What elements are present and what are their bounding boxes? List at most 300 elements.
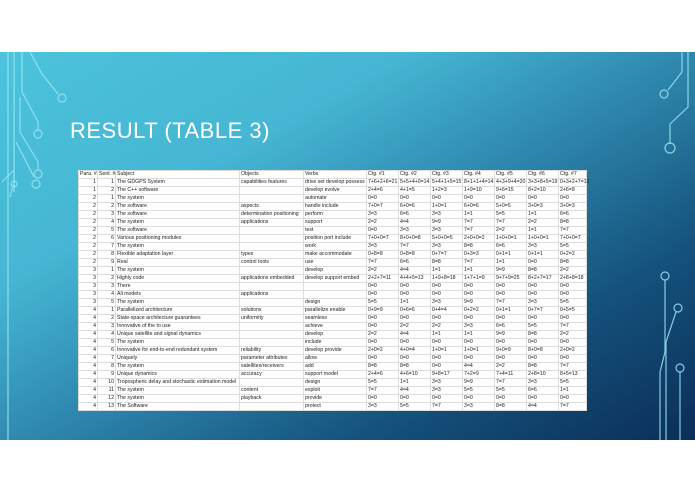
table-cell: 6=6 xyxy=(399,211,431,219)
table-cell: 2 xyxy=(79,203,98,211)
table-cell: 6=6 xyxy=(527,387,559,395)
table-cell: 9=9 xyxy=(495,267,527,275)
table-cell: The system xyxy=(116,339,240,347)
table-cell: 8=8 xyxy=(367,363,399,371)
table-cell xyxy=(240,187,304,195)
table-cell: 5=5 xyxy=(367,299,399,307)
table-cell: The system xyxy=(116,219,240,227)
table-cell: 0=0 xyxy=(527,395,559,403)
table-row xyxy=(79,323,587,331)
table-cell: 7=7 xyxy=(495,379,527,387)
table-cell: 8+1+1+4=14 xyxy=(464,179,494,185)
table-cell: 4+0=4 xyxy=(399,347,431,355)
table-cell: 6 xyxy=(98,347,116,355)
table-cell: Highly code xyxy=(116,275,240,283)
table-cell: 0=0 xyxy=(527,315,559,323)
table-cell: 8=8 xyxy=(495,403,527,411)
table-row xyxy=(79,339,587,347)
table-cell: 3 xyxy=(79,299,98,307)
table-cell: seamless xyxy=(304,315,367,323)
table-cell: 8+5=13 xyxy=(559,371,587,379)
table-cell: 0=0 xyxy=(399,283,431,291)
table-cell: 0+9=9 xyxy=(367,307,399,315)
table-cell: 6+0=6 xyxy=(463,203,495,211)
table-cell: 0+2=2 xyxy=(559,251,587,259)
table-cell: 0=0 xyxy=(527,291,559,299)
table-cell: 0=0 xyxy=(399,291,431,299)
table-cell: 2+8+8=18 xyxy=(559,275,587,283)
table-cell: The C++ software xyxy=(116,187,240,195)
table-cell: 7=7 xyxy=(431,403,463,411)
table-cell: 7=7 xyxy=(399,243,431,251)
table-row xyxy=(79,219,587,227)
table-cell: parallelize enable xyxy=(304,307,367,315)
table-cell: 0=0 xyxy=(463,395,495,403)
table-cell: develop evolve xyxy=(304,187,367,195)
table-cell: include xyxy=(304,339,367,347)
table-cell: 0=0 xyxy=(559,339,587,347)
table-cell: 6 xyxy=(98,235,116,243)
table-cell: 0=0 xyxy=(431,195,463,203)
table-cell: design xyxy=(304,299,367,307)
table-cell: reliability xyxy=(240,347,304,355)
table-cell: 5 xyxy=(98,227,116,235)
table-cell: 3=3 xyxy=(527,299,559,307)
table-row xyxy=(79,331,587,339)
table-cell: 3=3 xyxy=(527,243,559,251)
table-cell: 1 xyxy=(98,195,116,203)
table-cell: 2+4=6 xyxy=(367,371,399,379)
table-cell: 2 xyxy=(79,251,98,259)
table-cell: 1+0=1 xyxy=(431,347,463,355)
column-header: Subject xyxy=(116,171,240,179)
table-cell: Innovative of the to use xyxy=(116,323,240,331)
table-cell: 4 xyxy=(79,403,98,411)
table-cell: 5=5 xyxy=(527,323,559,331)
table-row xyxy=(79,243,587,251)
table-cell: 0=0 xyxy=(431,363,463,371)
table-cell: 1=1 xyxy=(431,331,463,339)
table-cell: 2+0+0=2 xyxy=(463,235,495,243)
table-cell: 4 xyxy=(79,395,98,403)
slide-title: RESULT (TABLE 3) xyxy=(70,118,270,143)
table-cell xyxy=(240,299,304,307)
table-cell: 2 xyxy=(98,275,116,283)
table-cell: 3 xyxy=(79,267,98,275)
table-cell: 0=0 xyxy=(399,315,431,323)
table-cell: 0=0 xyxy=(431,395,463,403)
table-cell: Flexible adaptation layer xyxy=(116,251,240,259)
table-cell: 0+1=1 xyxy=(527,251,559,259)
table-cell: 0+8=8 xyxy=(399,251,431,259)
table-cell: 7=7 xyxy=(559,403,587,411)
table-cell: 0=0 xyxy=(495,339,527,347)
table-cell: 8+2+7=17 xyxy=(527,275,559,283)
table-cell: 0=0 xyxy=(367,227,399,235)
table-cell xyxy=(240,235,304,243)
table-cell: design xyxy=(304,379,367,387)
column-header: Ctg. #2 xyxy=(399,171,431,179)
table-row xyxy=(79,195,587,203)
table-cell: The system xyxy=(116,195,240,203)
table-cell: State-space architecture guarantees xyxy=(116,315,240,323)
table-cell: 11 xyxy=(98,387,116,395)
table-cell: The system xyxy=(116,387,240,395)
table-cell: 3=3 xyxy=(527,379,559,387)
table-cell: handle include xyxy=(304,203,367,211)
table-cell: develop provide xyxy=(304,347,367,355)
table-cell: support xyxy=(304,219,367,227)
table-cell: 5=5 xyxy=(495,387,527,395)
table-cell: 0=0 xyxy=(559,315,587,323)
table-cell: control tools xyxy=(240,259,304,267)
table-cell: 0+4=4 xyxy=(431,307,463,315)
table-cell: 0=0 xyxy=(559,283,587,291)
table-cell: 5+5+4+0=14 xyxy=(400,179,430,185)
column-header: Ctg. #5 xyxy=(495,171,527,179)
table-cell: 0=0 xyxy=(367,315,399,323)
table-cell: 1+2=3 xyxy=(431,187,463,195)
table-row xyxy=(79,299,587,307)
table-cell: allow xyxy=(304,355,367,363)
table-cell: 4+6=10 xyxy=(399,371,431,379)
table-cell: playback xyxy=(240,395,304,403)
table-cell: 7=7 xyxy=(463,227,495,235)
table-cell: 3+3+8+5=19 xyxy=(528,179,558,185)
table-row xyxy=(79,307,587,315)
table-cell: 10 xyxy=(98,379,116,387)
table-cell: 0=0 xyxy=(367,195,399,203)
table-cell: 0=0 xyxy=(527,259,559,267)
table-cell xyxy=(240,331,304,339)
table-cell: 0=0 xyxy=(559,195,587,203)
table-cell: 1=1 xyxy=(463,211,495,219)
table-cell: 7=7 xyxy=(463,219,495,227)
table-cell: 1=1 xyxy=(463,267,495,275)
table-cell: 8=8 xyxy=(559,219,587,227)
table-cell: develop support embed xyxy=(304,275,367,283)
table-cell: 2=2 xyxy=(527,219,559,227)
table-row xyxy=(79,211,587,219)
table-cell: parameter attributes xyxy=(240,355,304,363)
table-cell: 3=3 xyxy=(463,323,495,331)
table-cell: support model xyxy=(304,371,367,379)
table-header-row xyxy=(79,171,587,179)
table-cell: 2+0=2 xyxy=(367,347,399,355)
table-cell: develop xyxy=(304,331,367,339)
table-cell xyxy=(240,403,304,411)
table-cell: The system xyxy=(116,363,240,371)
table-cell: Real xyxy=(116,259,240,267)
table-cell: 2=2 xyxy=(559,267,587,275)
table-cell: 0+1=1 xyxy=(495,307,527,315)
table-cell: 0=0 xyxy=(463,339,495,347)
table-cell: 4 xyxy=(79,315,98,323)
table-cell: 0=0 xyxy=(463,283,495,291)
table-cell: 0=0 xyxy=(399,355,431,363)
table-cell: 3=3 xyxy=(399,227,431,235)
table-cell: satellites/receivers xyxy=(240,363,304,371)
table-cell: 0=0 xyxy=(431,339,463,347)
table-cell: 4 xyxy=(79,339,98,347)
table-cell: 2 xyxy=(79,219,98,227)
table-cell: 5=5 xyxy=(559,243,587,251)
slide xyxy=(0,52,695,440)
table-cell: 8=8 xyxy=(527,267,559,275)
table-cell: capabilities features xyxy=(240,179,304,187)
table-cell: solutions xyxy=(240,307,304,315)
table-cell: 5=5 xyxy=(495,211,527,219)
table-row xyxy=(79,187,587,195)
table-cell: 0+8=8 xyxy=(367,251,399,259)
table-cell: 0=0 xyxy=(527,283,559,291)
table-cell: 4=4 xyxy=(399,387,431,395)
table-cell: 8=8 xyxy=(463,243,495,251)
table-cell: 3 xyxy=(79,283,98,291)
table-row xyxy=(79,355,587,363)
table-cell: 2=2 xyxy=(399,323,431,331)
table-cell: position port include xyxy=(304,235,367,243)
table-cell: 4+1=5 xyxy=(399,187,431,195)
table-cell: applications xyxy=(240,291,304,299)
column-header: Para. # xyxy=(80,171,97,177)
table-cell: 5=5 xyxy=(559,299,587,307)
table-cell: 8 xyxy=(98,363,116,371)
table-cell: 0=0 xyxy=(367,323,399,331)
table-cell: 3+0=3 xyxy=(559,203,587,211)
table-cell: 8 xyxy=(98,251,116,259)
table-cell: applications xyxy=(240,219,304,227)
table-cell: The Software xyxy=(116,403,240,411)
table-cell: 4 xyxy=(79,371,98,379)
result-table xyxy=(78,170,590,411)
table-cell: 7 xyxy=(98,355,116,363)
table-cell: 3=3 xyxy=(431,299,463,307)
table-cell: 1=1 xyxy=(463,331,495,339)
table-cell: The system xyxy=(116,267,240,275)
table-row xyxy=(79,403,587,411)
table-cell: 7=7 xyxy=(495,299,527,307)
table-row xyxy=(79,259,587,267)
table-cell: 2=2 xyxy=(495,227,527,235)
table-cell: 0=0 xyxy=(495,195,527,203)
table-cell: 4=4 xyxy=(527,403,559,411)
table-cell: 0+7=7 xyxy=(431,251,463,259)
table-cell: work xyxy=(304,243,367,251)
table-cell: 1=1 xyxy=(527,211,559,219)
table-cell: 0=0 xyxy=(495,283,527,291)
table-cell: 7=7 xyxy=(463,259,495,267)
table-cell: 8=8 xyxy=(399,363,431,371)
table-cell: determination positioning xyxy=(240,211,304,219)
table-cell: 7+6+2+6=21 xyxy=(368,179,398,185)
table-cell: 3=3 xyxy=(367,211,399,219)
table-cell: 0=0 xyxy=(463,195,495,203)
table-cell: add xyxy=(304,363,367,371)
table-cell: 1=1 xyxy=(527,227,559,235)
table-cell: 9=9 xyxy=(495,331,527,339)
table-cell: protect xyxy=(304,403,367,411)
table-row xyxy=(79,275,587,283)
table-cell: 0=0 xyxy=(431,315,463,323)
table-cell xyxy=(240,323,304,331)
table-cell: provide xyxy=(304,395,367,403)
table-cell: 5+0+0=5 xyxy=(431,235,463,243)
table-cell: 1=1 xyxy=(559,387,587,395)
table-cell: 7+2=9 xyxy=(463,371,495,379)
table-cell: 7=7 xyxy=(367,259,399,267)
table-cell: Tropospheric delay and stochastic estimation model xyxy=(116,379,240,387)
table-cell: test xyxy=(304,227,367,235)
table-cell: Unique satellite and signal dynamics xyxy=(116,331,240,339)
table-cell: 0=0 xyxy=(559,291,587,299)
table-row xyxy=(79,379,587,387)
table-cell: 1 xyxy=(98,267,116,275)
table-cell: Innovative for end-to-end redundant system xyxy=(116,347,240,355)
table-cell: 5=5 xyxy=(559,379,587,387)
table-cell xyxy=(240,379,304,387)
table-cell: 3=3 xyxy=(431,387,463,395)
table-cell: 0=0 xyxy=(463,291,495,299)
table-row xyxy=(79,235,587,243)
table-cell: types xyxy=(240,251,304,259)
table-cell xyxy=(240,243,304,251)
table-cell: 1 xyxy=(98,179,116,187)
table-cell: 5 xyxy=(98,339,116,347)
table-cell: 5+4+1+5=15 xyxy=(432,179,462,185)
table-cell: The system xyxy=(116,243,240,251)
table-cell: 9=9 xyxy=(463,379,495,387)
table-cell: 2 xyxy=(79,211,98,219)
table-cell: make accommodate xyxy=(304,251,367,259)
table-row xyxy=(79,283,587,291)
table-cell: 0=0 xyxy=(527,195,559,203)
table-cell: 2=2 xyxy=(559,331,587,339)
table-cell: 7+4=11 xyxy=(495,371,527,379)
table-cell: 1+0+0=1 xyxy=(495,235,527,243)
table-cell: The GDGPS System xyxy=(116,179,240,187)
table-cell: 0+5=5 xyxy=(559,307,587,315)
table-cell: 8=8 xyxy=(527,331,559,339)
table-cell: The software xyxy=(116,227,240,235)
table-cell: 4=4 xyxy=(399,219,431,227)
table-cell: 1=1 xyxy=(431,267,463,275)
table-row xyxy=(79,227,587,235)
table-cell: 5=5 xyxy=(463,387,495,395)
column-header: Verbs xyxy=(304,171,367,179)
table-cell: aspects xyxy=(240,203,304,211)
column-header: Ctg. #7 xyxy=(559,171,587,179)
table-cell: 2 xyxy=(98,203,116,211)
table-cell: 0=0 xyxy=(559,395,587,403)
table-cell: 4 xyxy=(98,331,116,339)
table-cell: 1=1 xyxy=(495,259,527,267)
column-header: Ctg. #6 xyxy=(527,171,559,179)
table-cell xyxy=(240,227,304,235)
table-cell: 2 xyxy=(79,235,98,243)
table-cell: 1 xyxy=(79,179,98,187)
table-cell: All models xyxy=(116,291,240,299)
table-cell: 4 xyxy=(79,347,98,355)
table-cell: 7+0+0=7 xyxy=(559,235,587,243)
table-cell: 1=1 xyxy=(399,379,431,387)
table-cell: Various positioning modules xyxy=(116,235,240,243)
table-cell: 4=4 xyxy=(399,267,431,275)
table-cell: There xyxy=(116,283,240,291)
table-cell: Parallelized architecture xyxy=(116,307,240,315)
table-cell: 8+0+0=8 xyxy=(399,235,431,243)
table-cell: 4 xyxy=(98,219,116,227)
table-cell: 0=0 xyxy=(495,315,527,323)
table-cell: 0+1=1 xyxy=(495,251,527,259)
table-row xyxy=(79,203,587,211)
table-cell: 0+6=6 xyxy=(399,307,431,315)
table-cell: 1+7+1=9 xyxy=(463,275,495,283)
table-cell: 2+0=2 xyxy=(559,347,587,355)
table-cell: 0=0 xyxy=(367,339,399,347)
table-cell: 9=9 xyxy=(431,219,463,227)
table-cell: 5=5 xyxy=(367,379,399,387)
table-cell: The system xyxy=(116,395,240,403)
table-cell: applications embedded xyxy=(240,275,304,283)
table-cell: 7=7 xyxy=(367,387,399,395)
table-cell xyxy=(240,339,304,347)
table-row xyxy=(79,371,587,379)
table-cell: 4 xyxy=(79,355,98,363)
table-cell: uniformity xyxy=(240,315,304,323)
table-cell: 9+8=17 xyxy=(431,371,463,379)
table-cell: 1+0=1 xyxy=(463,347,495,355)
table-cell: 8=8 xyxy=(431,259,463,267)
table-cell: 2 xyxy=(98,187,116,195)
table-cell: 3=3 xyxy=(431,227,463,235)
table-cell: 7 xyxy=(98,243,116,251)
table-row xyxy=(79,363,587,371)
table-cell: 0+2=2 xyxy=(463,307,495,315)
table-cell: 2=2 xyxy=(367,331,399,339)
table-cell: 0=0 xyxy=(527,355,559,363)
table-cell xyxy=(240,195,304,203)
table-cell xyxy=(240,267,304,275)
table-row xyxy=(79,251,587,259)
table-cell: 0=0 xyxy=(431,291,463,299)
table-cell: 0=0 xyxy=(431,283,463,291)
table-cell: 2 xyxy=(79,195,98,203)
table-cell: 0=0 xyxy=(463,315,495,323)
table-cell: 7=7 xyxy=(559,227,587,235)
table-cell: The system xyxy=(116,299,240,307)
table-cell: 0=0 xyxy=(463,355,495,363)
table-cell: 4 xyxy=(79,379,98,387)
table-cell: 3 xyxy=(79,275,98,283)
table-cell: 3 xyxy=(98,211,116,219)
table-cell: 5+0=5 xyxy=(495,203,527,211)
table-cell: 0=0 xyxy=(399,339,431,347)
column-header: Ctg. #3 xyxy=(431,171,463,179)
table-cell: 5=5 xyxy=(399,403,431,411)
table-cell: 9=9 xyxy=(463,299,495,307)
table-cell: 2 xyxy=(79,227,98,235)
table-cell: automate xyxy=(304,195,367,203)
table-cell: 3+0=3 xyxy=(527,203,559,211)
table-cell: 5 xyxy=(98,299,116,307)
table-cell: 0=0 xyxy=(367,291,399,299)
table-cell: 0=0 xyxy=(527,339,559,347)
table-cell: 0+3+2+7=12 xyxy=(560,179,590,185)
table-cell: 2=2 xyxy=(431,323,463,331)
table-cell: 3 xyxy=(98,283,116,291)
table-cell: 1+0=1 xyxy=(431,203,463,211)
